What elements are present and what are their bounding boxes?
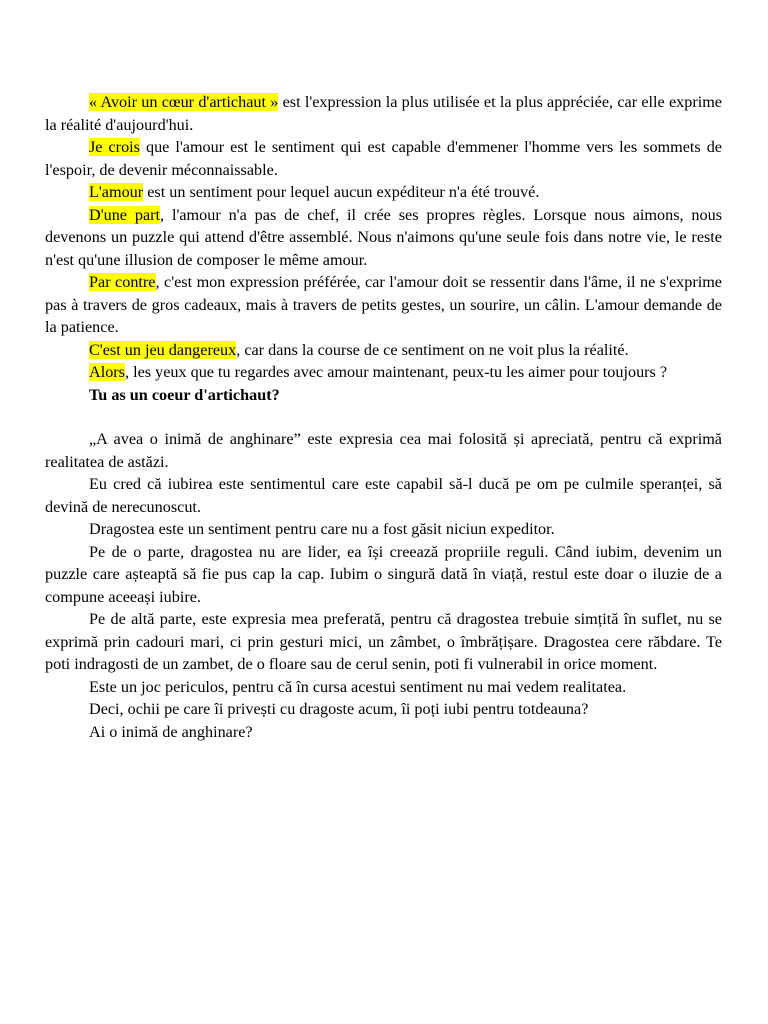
highlighted-phrase: Alors xyxy=(89,363,125,381)
paragraph-text: que l'amour est le sentiment qui est capable d'emmener l'homme vers les sommets de l'espoir, de devenir méconnaissable. xyxy=(45,138,722,179)
closing-question: Tu as un coeur d'artichaut? xyxy=(89,385,280,404)
romanian-section xyxy=(45,428,722,743)
highlighted-phrase: Je crois xyxy=(89,138,140,156)
paragraph: Deci, ochii pe care îi privești cu dragoste acum, îi poți iubi pentru totdeauna? xyxy=(89,700,589,718)
paragraph xyxy=(45,339,722,362)
highlighted-phrase: C'est un jeu dangereux xyxy=(89,340,237,359)
paragraph-text: est un sentiment pour lequel aucun expéditeur n'a été trouvé. xyxy=(143,183,540,201)
paragraph: „A avea o inimă de anghinare” este expresia cea mai folosită și apreciată, pentru că exprimă realitatea de astăzi. xyxy=(45,430,722,471)
paragraph xyxy=(45,361,722,384)
paragraph-text: , les yeux que tu regardes avec amour maintenant, peux-tu les aimer pour toujours ? xyxy=(124,363,668,381)
paragraph-text: , car dans la course de ce sentiment on ne voit plus la réalité. xyxy=(236,340,629,359)
closing-question: Ai o inimă de anghinare? xyxy=(89,722,253,741)
paragraph-text: est l'expression la plus utilisée et la plus appréciée, car elle exprime la réalité d'aujourd'hui. xyxy=(45,93,722,134)
paragraph xyxy=(45,136,722,181)
highlighted-phrase: « Avoir un cœur d'artichaut » xyxy=(89,93,279,111)
paragraph xyxy=(45,181,722,204)
highlighted-phrase: Par contre xyxy=(89,273,156,291)
paragraph: Pe de altă parte, este expresia mea preferată, pentru că dragostea trebuie simțită în suflet, nu se exprimă prin cadouri mari, ci prin gesturi mici, un zâmbet, o îmbrățișare. Dragostea cere răbdare. Te poti indragosti de un zambet, de o floare sau de cerul senin, poti fi vulnerabil in orice moment. xyxy=(45,610,722,673)
paragraph: Este un joc periculos, pentru că în cursa acestui sentiment nu mai vedem realitatea. xyxy=(89,677,627,696)
french-section xyxy=(45,91,722,406)
paragraph: Pe de o parte, dragostea nu are lider, ea își creează propriile reguli. Când iubim, devenim un puzzle care așteaptă să fie pus cap la cap. Iubim o singură dată în viață, restul este doar o iluzie de a compune aceeași iubire. xyxy=(45,542,722,606)
section-spacer xyxy=(45,406,722,428)
paragraph xyxy=(45,204,722,272)
highlighted-phrase: L'amour xyxy=(89,183,144,201)
paragraph: Eu cred că iubirea este sentimentul care este capabil să-l ducă pe om pe culmile speranței, să devină de nerecunoscut. xyxy=(45,475,722,516)
paragraph xyxy=(45,91,722,136)
paragraph-text: , c'est mon expression préférée, car l'amour doit se ressentir dans l'âme, il ne s'exprime pas à travers de gros cadeaux, mais à travers de petits gestes, un sourire, un câlin. L'amour demande de la patience. xyxy=(45,273,722,336)
paragraph xyxy=(45,271,722,339)
paragraph: Dragostea este un sentiment pentru care nu a fost găsit niciun expeditor. xyxy=(89,520,555,538)
highlighted-phrase: D'une part xyxy=(89,205,161,224)
paragraph-text: , l'amour n'a pas de chef, il crée ses propres règles. Lorsque nous aimons, nous devenons un puzzle qui attend d'être assemblé. Nous n'aimons qu'une seule fois dans notre vie, le reste n'est qu'une illusion de composer le même amour. xyxy=(45,205,723,269)
